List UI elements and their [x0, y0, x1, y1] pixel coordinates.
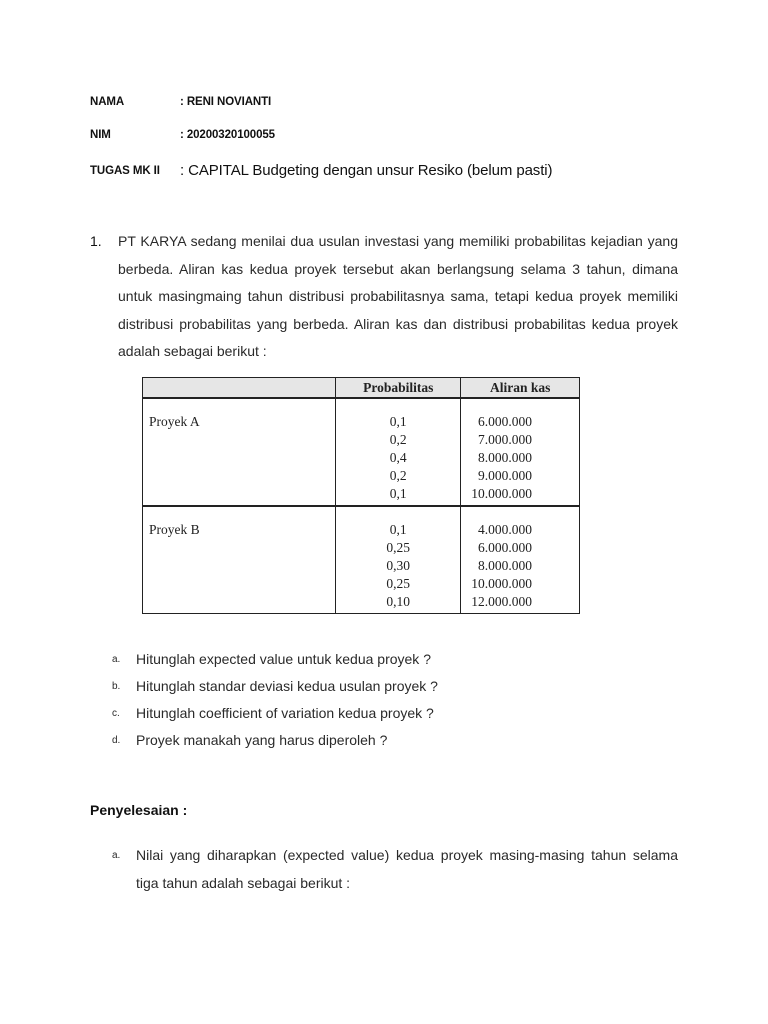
probability-value: 0,1 [389, 414, 407, 429]
cashflow-value: 6.000.000 [478, 540, 532, 555]
cashflow-cell [461, 506, 580, 614]
question-1 [90, 228, 678, 366]
project-cell [143, 506, 336, 614]
table-header-row [143, 378, 580, 399]
nim-label: NIM [90, 129, 111, 141]
solution-letter: a. [112, 850, 121, 861]
cashflow-value: 7.000.000 [478, 432, 532, 447]
sub-question-letter: b. [112, 681, 121, 692]
project-label: Proyek B [149, 522, 200, 537]
probability-value: 0,30 [386, 558, 411, 573]
probability-value: 0,4 [389, 450, 407, 465]
cashflow-value: 12.000.000 [471, 594, 532, 609]
cashflow-value: 10.000.000 [471, 576, 532, 591]
question-text: PT KARYA sedang menilai dua usulan investasi yang memiliki probabilitas kejadian yang berbeda. Aliran kas kedua proyek tersebut akan berlangsung selama 3 tahun, dimana untuk masingmaing tahun distribusi probabilitasnya sama, tetapi kedua proyek memiliki distribusi probabilitas yang berbeda. Aliran kas dan distribusi probabilitas kedua proyek adalah sebagai berikut : [118, 233, 678, 359]
project-cell [143, 398, 336, 506]
cashflow-value: 8.000.000 [478, 450, 532, 465]
cashflow-value: 10.000.000 [471, 486, 532, 501]
project-label: Proyek A [149, 414, 200, 429]
cashflow-value: 6.000.000 [478, 414, 532, 429]
tugas-value: : CAPITAL Budgeting dengan unsur Resiko (belum pasti) [180, 162, 553, 179]
solution-title: Penyelesaian : [90, 802, 188, 818]
probability-value: 0,2 [389, 432, 407, 447]
sub-question-text: Hitunglah coefficient of variation kedua proyek ? [136, 705, 434, 721]
probability-value: 0,2 [389, 468, 407, 483]
sub-question-letter: d. [112, 735, 121, 746]
table-header-blank [143, 378, 336, 399]
sub-question-letter: c. [112, 708, 120, 719]
question-number: 1. [90, 233, 102, 249]
probability-value: 0,25 [386, 576, 411, 591]
probability-value: 0,10 [386, 594, 411, 609]
cashflow-value: 4.000.000 [478, 522, 532, 537]
sub-question-text: Proyek manakah yang harus diperoleh ? [136, 732, 388, 748]
nim-value: : 20200320100055 [180, 129, 275, 141]
solution-text: Nilai yang diharapkan (expected value) kedua proyek masing-masing tahun selama tiga tahun adalah sebagai berikut : [136, 847, 678, 891]
probability-value: 0,25 [386, 540, 411, 555]
solution-item-a [112, 842, 678, 897]
table-row [143, 506, 580, 614]
probability-value: 0,1 [389, 522, 407, 537]
cashflow-value: 8.000.000 [478, 558, 532, 573]
probability-value: 0,1 [389, 486, 407, 501]
sub-question-letter: a. [112, 654, 121, 665]
cashflow-value: 9.000.000 [478, 468, 532, 483]
sub-question-text: Hitunglah expected value untuk kedua proyek ? [136, 651, 431, 667]
table-row [143, 398, 580, 506]
table-header-aliran-kas: Aliran kas [461, 378, 580, 399]
nama-value: : RENI NOVIANTI [180, 96, 272, 108]
nama-label: NAMA [90, 96, 125, 108]
tugas-label: TUGAS MK II [90, 165, 160, 177]
sub-question-text: Hitunglah standar deviasi kedua usulan proyek ? [136, 678, 438, 694]
probability-table [142, 377, 580, 614]
probability-cell [336, 398, 461, 506]
table-header-probabilitas: Probabilitas [336, 378, 461, 399]
cashflow-cell [461, 398, 580, 506]
probability-cell [336, 506, 461, 614]
